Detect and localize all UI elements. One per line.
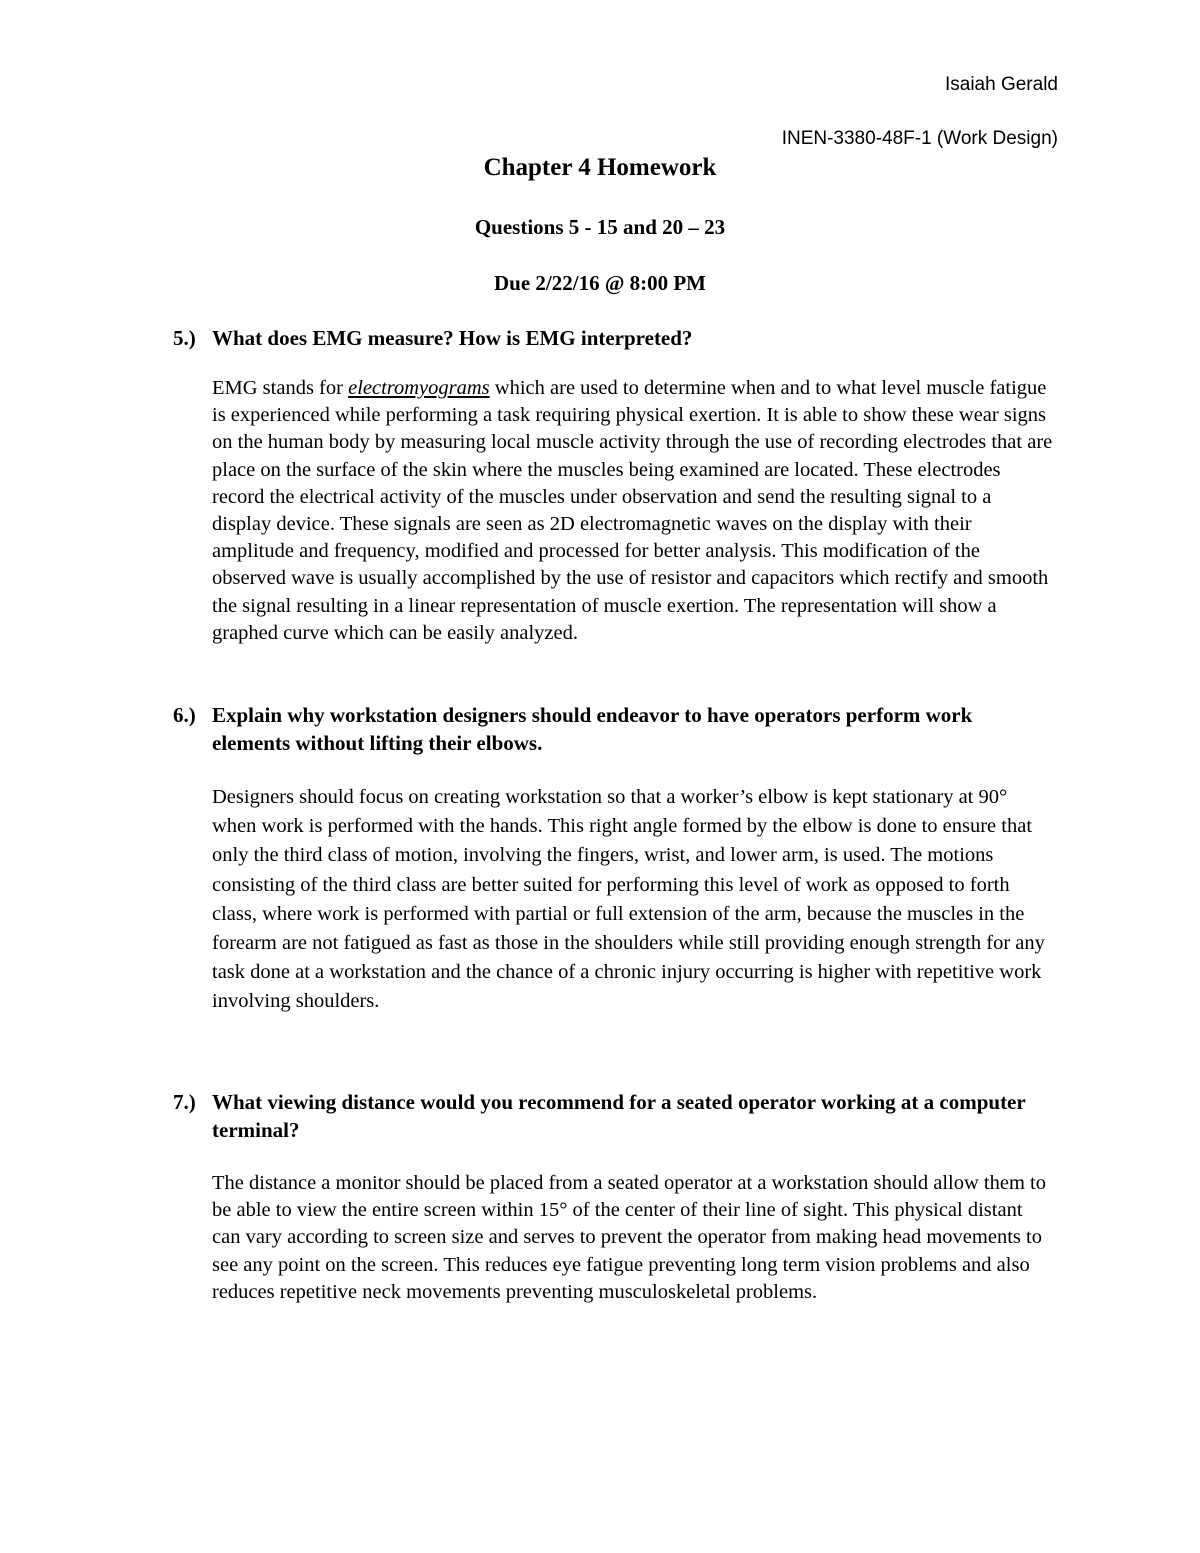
answer-lead: EMG stands for — [212, 377, 349, 399]
answer-paragraph: Designers should focus on creating workstation so that a worker’s elbow is kept stationary at 90° when work is performed with the hands. This right angle formed by the elbow is done to ensure that only the third class of motion, involving the fingers, wrist, and lower arm, is used. The motions consisting of the third class are better suited for performing this level of work as opposed to forth class, where work is performed with partial or full extension of the arm, because the muscles in the forearm are not fatigued as fast as those in the shoulders while still providing enough strength for any task done at a workstation and the chance of a chronic injury occurring is higher with repetitive work involving shoulders. — [212, 786, 1045, 1013]
question-text: What viewing distance would you recommend for a seated operator working at a computer terminal? — [212, 1090, 1026, 1142]
question-block — [173, 324, 1053, 647]
question-heading — [173, 324, 1053, 352]
question-heading — [173, 1088, 1053, 1144]
answer-rest: which are used to determine when and to what level muscle fatigue is experienced while performing a task requiring physical exertion. It is able to show these wear signs on the human body by measuring local muscle activity through the use of recording electrodes that are place on the surface of the skin where the muscles being examined are located. These electrodes record the electrical activity of the muscles under observation and send the resulting signal to a display device. These signals are seen as 2D electromagnetic waves on the display with their amplitude and frequency, modified and processed for better analysis. This modification of the observed wave is usually accomplished by the use of resistor and capacitors which rectify and smooth the signal resulting in a linear representation of muscle exertion. The representation will show a graphed curve which can be easily analyzed. — [212, 377, 1053, 644]
question-text: What does EMG measure? How is EMG interpreted? — [212, 326, 693, 350]
assignment-questions: Questions 5 - 15 and 20 – 23 — [474, 215, 726, 239]
question-heading — [173, 701, 1053, 757]
due-date: Due 2/22/16 @ 8:00 PM — [493, 271, 706, 295]
course-code: INEN-3380-48F-1 (Work Design) — [781, 128, 1058, 149]
answer-paragraph: The distance a monitor should be placed from a seated operator at a workstation should allow them to be able to view the entire screen within 15° of the center of their line of sight. This physical distant can vary according to screen size and serves to prevent the operator from making head movements to see any point on the screen. This reduces eye fatigue preventing long term vision problems and also reduces repetitive neck movements preventing musculoskeletal problems. — [212, 1172, 1046, 1303]
page-title: Chapter 4 Homework — [483, 154, 717, 181]
question-number: 7.) — [173, 1090, 196, 1114]
answer-term: electromyograms — [348, 377, 490, 399]
question-block — [173, 701, 1053, 1017]
question-number: 6.) — [173, 703, 196, 727]
author-name: Isaiah Gerald — [944, 74, 1058, 95]
answer-paragraph — [212, 375, 1053, 647]
question-number: 5.) — [173, 326, 196, 350]
question-block — [173, 1088, 1053, 1306]
question-text: Explain why workstation designers should endeavor to have operators perform work elements without lifting their elbows. — [212, 703, 973, 755]
